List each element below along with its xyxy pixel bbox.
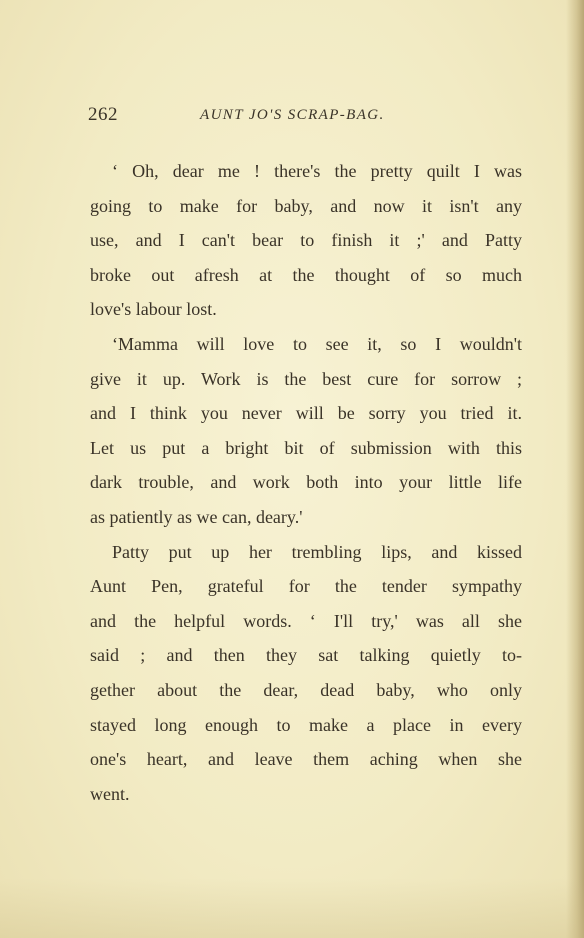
page-header: [88, 104, 518, 130]
text-line: and the helpful words. ‘ I'll try,' was all she: [90, 610, 522, 631]
text-line: love's labour lost.: [90, 299, 217, 320]
text-line: Aunt Pen, grateful for the tender sympathy: [90, 576, 522, 597]
page-edge-shadow: [566, 0, 584, 938]
text-line: give it up. Work is the best cure for sorrow ;: [90, 368, 522, 389]
text-line: use, and I can't bear to finish it ;' and Patty: [90, 230, 522, 251]
paragraph-2: [90, 327, 522, 535]
text-line: dark trouble, and work both into your little life: [90, 472, 522, 493]
body-text: [90, 154, 522, 811]
text-line: said ; and then they sat talking quietly to-: [90, 645, 522, 666]
page-number: 262: [88, 104, 118, 125]
paragraph-1: [90, 154, 522, 327]
running-head: AUNT JO'S SCRAP-BAG.: [200, 107, 385, 123]
text-line: went.: [90, 783, 130, 804]
page-bottom-shading: [0, 878, 584, 938]
text-line: gether about the dear, dead baby, who only: [90, 679, 522, 700]
text-line: as patiently as we can, deary.': [90, 506, 303, 527]
text-line: stayed long enough to make a place in every: [90, 714, 522, 735]
paragraph-3: [90, 535, 522, 812]
text-line: ‘ Oh, dear me ! there's the pretty quilt I was: [112, 161, 522, 181]
text-line: ‘Mamma will love to see it, so I wouldn't: [112, 333, 522, 354]
text-line: going to make for baby, and now it isn't any: [90, 195, 522, 216]
text-line: one's heart, and leave them aching when she: [90, 749, 522, 770]
text-line: broke out afresh at the thought of so much: [90, 264, 522, 285]
text-line: and I think you never will be sorry you tried it.: [90, 403, 522, 424]
text-line: Patty put up her trembling lips, and kissed: [112, 541, 522, 562]
text-line: Let us put a bright bit of submission with this: [90, 437, 522, 458]
